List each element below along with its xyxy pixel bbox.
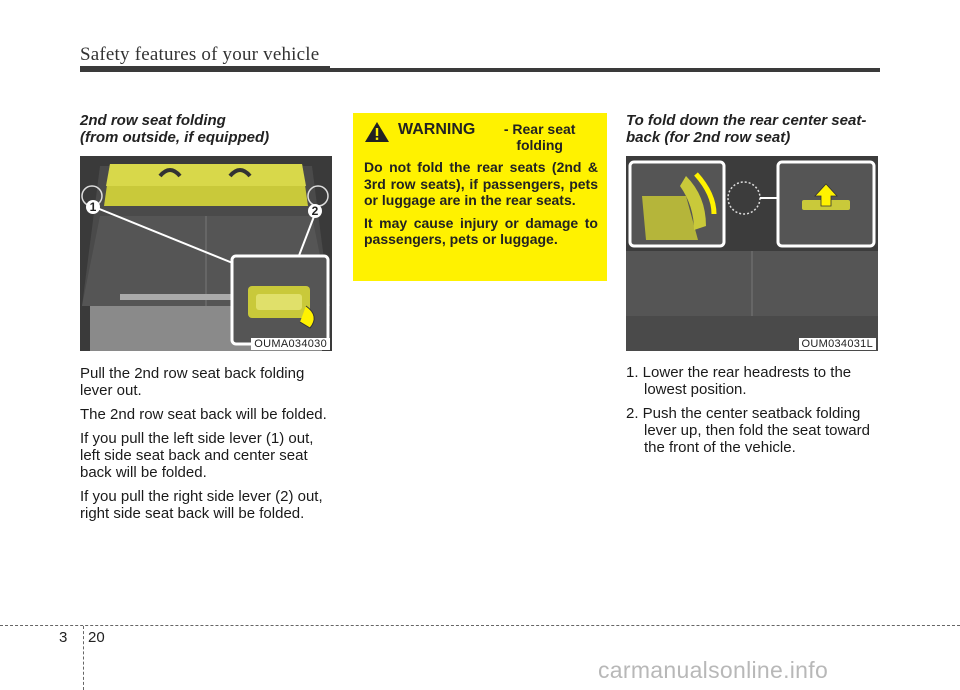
callout-2: 2	[308, 204, 322, 218]
figure-center-seatback-lever	[626, 156, 878, 351]
warning-triangle-icon	[364, 121, 390, 143]
warning-box	[353, 113, 607, 281]
page-header-title: Safety features of your vehicle	[80, 44, 320, 65]
chapter-number: 3	[59, 629, 68, 646]
center-seat-illustration	[626, 156, 878, 351]
figure-cargo-seat-levers	[80, 156, 332, 351]
warning-body	[364, 159, 598, 248]
watermark-text: carmanualsonline.info	[598, 657, 829, 683]
step-list	[626, 364, 878, 456]
step-item: 2. Push the center seatback folding lever up, then fold the seat toward the front of the vehicle.	[626, 405, 870, 456]
figure-code: OUM034031L	[799, 338, 877, 350]
warning-header	[364, 121, 598, 153]
footer-divider	[83, 626, 84, 690]
warning-subtitle: - Rear seat folding	[503, 121, 576, 153]
section-title-center-seatback: To fold down the rear center seat-back (for 2nd row seat)	[626, 112, 867, 146]
paragraph: Pull the 2nd row seat back folding lever out.	[80, 365, 305, 399]
header-rule	[80, 68, 880, 72]
paragraph: If you pull the right side lever (2) out, right side seat back will be folded.	[80, 488, 323, 522]
right-column	[626, 112, 878, 463]
step-item: 1. Lower the rear headrests to the lowest position.	[626, 364, 852, 398]
footer-rule	[0, 625, 960, 626]
left-column	[80, 112, 332, 522]
paragraph: The 2nd row seat back will be folded.	[80, 406, 327, 423]
page-number: 20	[88, 629, 105, 646]
paragraph: If you pull the left side lever (1) out, left side seat back and center seat back will be folded.	[80, 430, 314, 481]
warning-paragraph: Do not fold the rear seats (2nd & 3rd row seats), if passengers, pets or luggage are in the rear seats.	[364, 159, 598, 208]
section-title-outside-folding: 2nd row seat folding (from outside, if equipped)	[80, 112, 270, 146]
callout-1: 1	[86, 200, 100, 214]
warning-paragraph: It may cause injury or damage to passengers, pets or luggage.	[364, 214, 598, 247]
figure-code: OUMA034030	[251, 338, 330, 350]
cargo-area-illustration	[80, 156, 332, 351]
warning-label: WARNING	[398, 121, 476, 138]
